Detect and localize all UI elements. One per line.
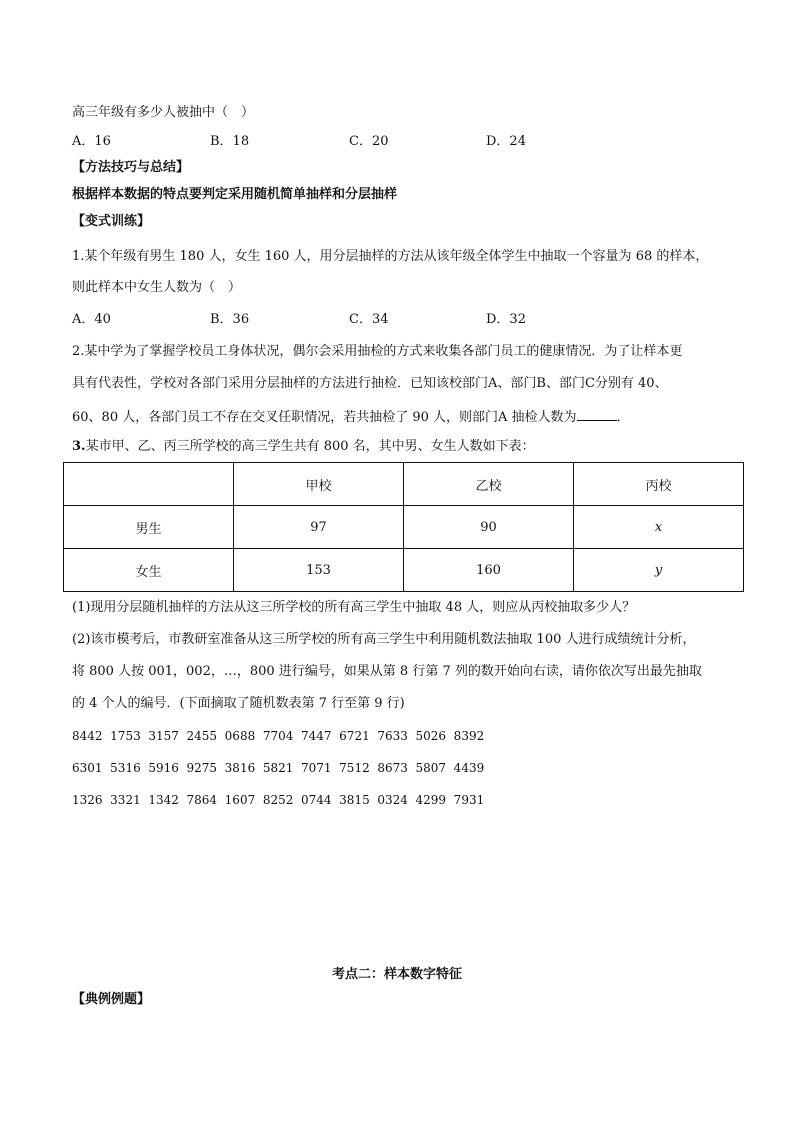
practice-3-intro xyxy=(72,437,535,457)
table-row xyxy=(64,549,744,592)
practice-1-line-2: 则此样本中女生人数为（ ） xyxy=(72,280,242,295)
p1-option-a: A．40 xyxy=(72,312,111,327)
answer-blank[interactable] xyxy=(577,406,617,421)
random-number-row: 1326 3321 1342 7864 1607 8252 0744 3815 0324 4299 7931 xyxy=(72,793,485,807)
table-cell: 97 xyxy=(234,506,404,549)
practice-2-line-3-text: 60、80 人，各部门员工不存在交叉任职情况，若共抽检了 90 人，则部门A 抽检人数为 xyxy=(72,410,577,425)
option-b: B．18 xyxy=(210,134,250,149)
practice-2-line-3-end: ． xyxy=(616,410,630,425)
practice-3-question-2-line-2: 将 800 人按 001，002，…，800 进行编号，如果从第 8 行第 7 列的数开始向右读，请你依次写出最先抽取 xyxy=(72,664,702,679)
practice-2-line-2: 具有代表性，学校对各部门采用分层抽样的方法进行抽检．已知该校部门A、部门B、部门C分别有 40、 xyxy=(72,376,668,391)
question-stem: 高三年级有多少人被抽中（ ） xyxy=(72,105,255,120)
table-cell: 90 xyxy=(404,506,574,549)
table-row xyxy=(64,506,744,549)
table-cell: x xyxy=(574,506,744,549)
practice-2-line-1: 2.某中学为了掌握学校员工身体状况，偶尔会采用抽检的方式来收集各部门员工的健康情况．为了让样本更 xyxy=(72,344,683,359)
option-c: C．20 xyxy=(349,134,389,149)
p1-option-d: D．32 xyxy=(486,312,526,327)
random-number-row: 8442 1753 3157 2455 0688 7704 7447 6721 7633 5026 8392 xyxy=(72,729,485,743)
method-heading: 【方法技巧与总结】 xyxy=(72,160,190,175)
table-cell: 女生 xyxy=(64,549,234,592)
option-d: D．24 xyxy=(486,134,526,149)
example-heading: 【典例例题】 xyxy=(72,992,151,1007)
table-cell: y xyxy=(574,549,744,592)
table-cell: 153 xyxy=(234,549,404,592)
practice-2-line-3 xyxy=(72,406,630,428)
table-cell: 男生 xyxy=(64,506,234,549)
practice-3-question-2-line-1: (2)该市模考后，市教研室准备从这三所学校的所有高三学生中利用随机数法抽取 100 人进行成绩统计分析， xyxy=(72,632,696,647)
practice-3-question-1: (1)现用分层随机抽样的方法从这三所学校的所有高三学生中抽取 48 人，则应从丙校抽取多少人？ xyxy=(72,600,636,615)
section-title: 考点二：样本数字特征 xyxy=(331,967,462,982)
practice-1-line-1: 1.某个年级有男生 180 人，女生 160 人，用分层抽样的方法从该年级全体学生中抽取一个容量为 68 的样本， xyxy=(72,249,709,264)
method-text: 根据样本数据的特点要判定采用随机简单抽样和分层抽样 xyxy=(72,187,398,202)
table-header-cell: 乙校 xyxy=(404,463,574,506)
random-number-row: 6301 5316 5916 9275 3816 5821 7071 7512 8673 5807 4439 xyxy=(72,761,485,775)
table-header-row xyxy=(64,463,744,506)
p1-option-b: B．36 xyxy=(210,312,250,327)
practice-3-number: 3. xyxy=(72,439,86,454)
practice-3-question-2-line-3: 的 4 个人的编号．(下面摘取了随机数表第 7 行至第 9 行) xyxy=(72,696,405,711)
table-header-cell: 甲校 xyxy=(234,463,404,506)
table-header-cell xyxy=(64,463,234,506)
student-count-table xyxy=(63,462,744,592)
p1-option-c: C．34 xyxy=(349,312,389,327)
table-cell: 160 xyxy=(404,549,574,592)
table-header-cell: 丙校 xyxy=(574,463,744,506)
option-a: A．16 xyxy=(72,134,111,149)
practice-3-text: 某市甲、乙、丙三所学校的高三学生共有 800 名，其中男、女生人数如下表： xyxy=(85,439,535,454)
practice-heading: 【变式训练】 xyxy=(72,214,151,229)
